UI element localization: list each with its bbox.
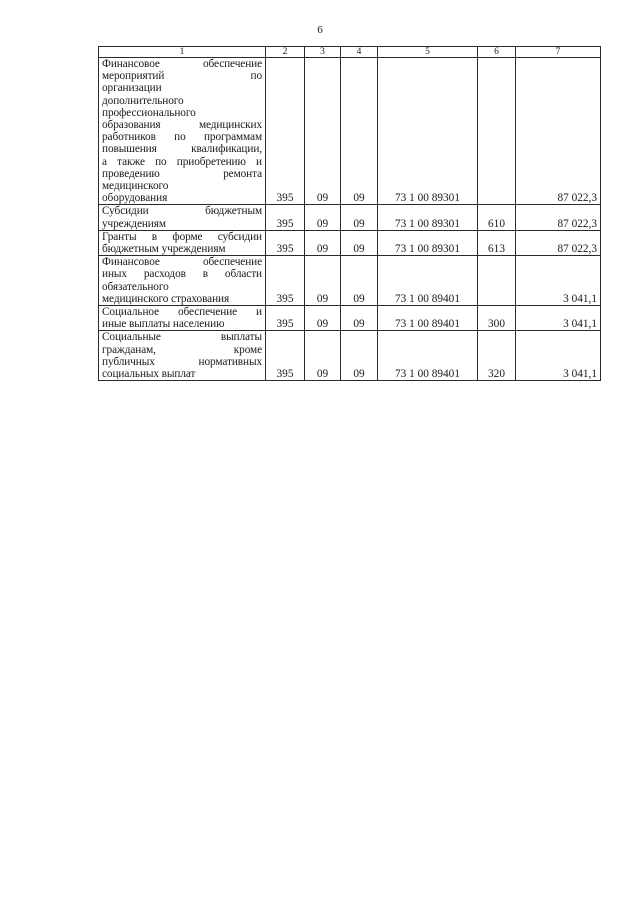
row-description — [99, 306, 266, 331]
description-line: Субсидии бюджетным — [102, 205, 262, 218]
amount-cell: 3 041,1 — [516, 256, 601, 306]
section-code-cell: 09 — [305, 205, 341, 230]
section-code-cell: 09 — [305, 256, 341, 306]
admin-code-cell: 395 — [266, 331, 305, 381]
section-code-cell: 09 — [305, 306, 341, 331]
subsection-code-cell: 09 — [341, 230, 378, 255]
description-line: Социальные выплаты — [102, 331, 262, 344]
header-cell-5: 5 — [378, 47, 478, 58]
expense-type-cell — [478, 58, 516, 205]
description-line: Социальное обеспечение и — [102, 306, 262, 319]
expense-type-cell — [478, 256, 516, 306]
description-line: проведению ремонта — [102, 167, 262, 180]
admin-code-cell: 395 — [266, 306, 305, 331]
subsection-code-cell: 09 — [341, 306, 378, 331]
subsection-code-cell: 09 — [341, 331, 378, 381]
amount-cell: 3 041,1 — [516, 306, 601, 331]
target-article-cell: 73 1 00 89301 — [378, 205, 478, 230]
table-body — [99, 47, 601, 381]
description-line: повышения квалификации, — [102, 143, 262, 156]
amount-cell: 87 022,3 — [516, 58, 601, 205]
section-code-cell: 09 — [305, 58, 341, 205]
admin-code-cell: 395 — [266, 230, 305, 255]
description-line: мероприятий по — [102, 70, 262, 83]
description-line: образования медицинских — [102, 119, 262, 132]
description-line: работников по программам — [102, 131, 262, 144]
page-number: 6 — [317, 24, 323, 36]
expense-type-cell: 613 — [478, 230, 516, 255]
table-row — [99, 230, 601, 255]
description-line: а также по приобретению и — [102, 155, 262, 168]
table-row — [99, 205, 601, 230]
table-row — [99, 306, 601, 331]
expense-type-cell: 610 — [478, 205, 516, 230]
section-code-cell: 09 — [305, 230, 341, 255]
target-article-cell: 73 1 00 89401 — [378, 331, 478, 381]
description-line: иных расходов в области — [102, 268, 262, 281]
subsection-code-cell: 09 — [341, 205, 378, 230]
header-cell-3: 3 — [305, 47, 341, 58]
target-article-cell: 73 1 00 89401 — [378, 256, 478, 306]
table-row — [99, 256, 601, 306]
description-line: медицинского — [102, 180, 169, 193]
description-line: Финансовое обеспечение — [102, 256, 262, 269]
row-description — [99, 205, 266, 230]
target-article-cell: 73 1 00 89401 — [378, 306, 478, 331]
description-line: социальных выплат — [102, 368, 196, 381]
description-line: бюджетным учреждениям — [102, 243, 226, 256]
description-line: иные выплаты населению — [102, 318, 225, 331]
admin-code-cell: 395 — [266, 58, 305, 205]
description-line: учреждениям — [102, 217, 166, 230]
description-line: организации — [102, 82, 162, 95]
amount-cell: 87 022,3 — [516, 230, 601, 255]
amount-cell: 3 041,1 — [516, 331, 601, 381]
header-cell-6: 6 — [478, 47, 516, 58]
amount-cell: 87 022,3 — [516, 205, 601, 230]
target-article-cell: 73 1 00 89301 — [378, 230, 478, 255]
table-row — [99, 58, 601, 205]
table-header-row — [99, 47, 601, 58]
section-code-cell: 09 — [305, 331, 341, 381]
description-line: публичных нормативных — [102, 355, 262, 368]
header-cell-2: 2 — [266, 47, 305, 58]
description-line: дополнительного — [102, 94, 184, 107]
header-cell-4: 4 — [341, 47, 378, 58]
subsection-code-cell: 09 — [341, 58, 378, 205]
target-article-cell: 73 1 00 89301 — [378, 58, 478, 205]
description-line: Финансовое обеспечение — [102, 58, 262, 70]
admin-code-cell: 395 — [266, 205, 305, 230]
row-description — [99, 256, 266, 306]
expense-type-cell: 300 — [478, 306, 516, 331]
table-row — [99, 331, 601, 381]
subsection-code-cell: 09 — [341, 256, 378, 306]
header-cell-1: 1 — [99, 47, 266, 58]
row-description — [99, 331, 266, 381]
description-line: гражданам, кроме — [102, 343, 262, 356]
row-description — [99, 230, 266, 255]
admin-code-cell: 395 — [266, 256, 305, 306]
description-line: Гранты в форме субсидии — [102, 230, 262, 243]
description-line: обязательного — [102, 280, 169, 293]
budget-table — [98, 46, 601, 381]
description-line: оборудования — [102, 192, 168, 205]
row-description — [99, 58, 266, 205]
expense-type-cell: 320 — [478, 331, 516, 381]
description-line: медицинского страхования — [102, 292, 230, 305]
description-line: профессионального — [102, 106, 196, 119]
header-cell-7: 7 — [516, 47, 601, 58]
